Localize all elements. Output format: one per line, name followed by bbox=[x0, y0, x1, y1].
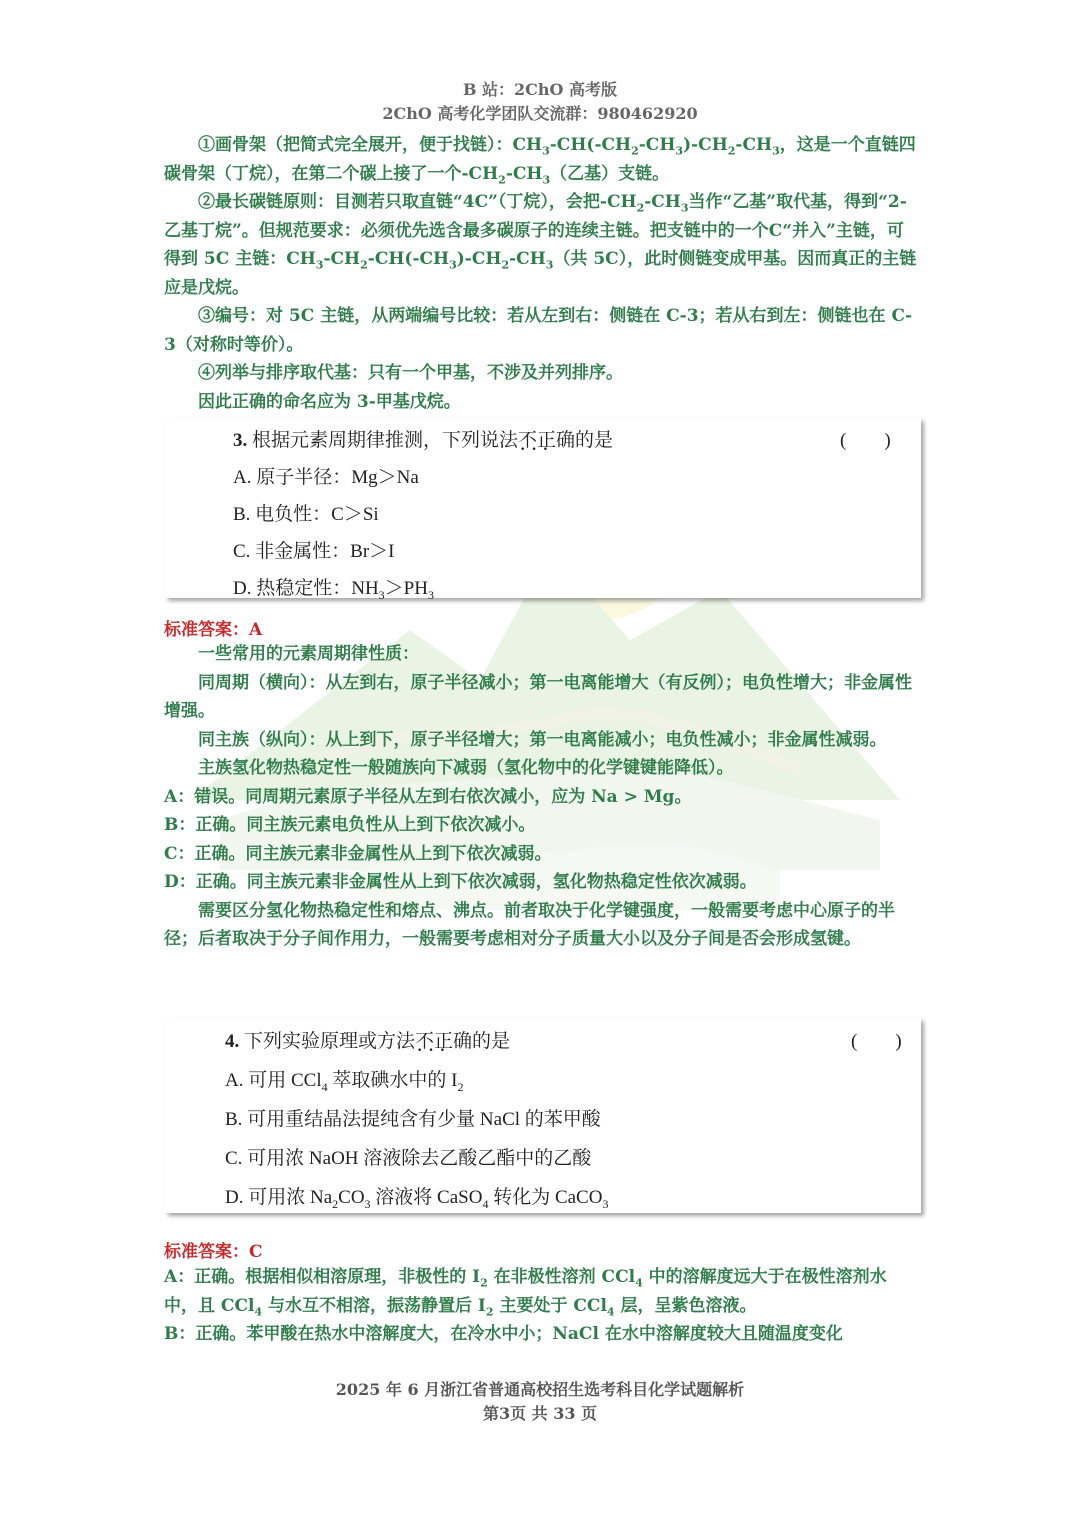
analysis-a: A：错误。同周期元素原子半径从左到右依次减小，应为 Na > Mg。 bbox=[164, 786, 692, 807]
analysis-a: A：正确。根据相似相溶原理，非极性的 $I_2$ 在非极性溶剂 CCl$_4$ 中的溶解度远大于在极性溶剂水中，且 CCl$_4$ 与水互不相溶，振荡静置后 $I_2$ 主要处于 CCl$_4$ 层，呈紫色溶液。 bbox=[164, 1267, 887, 1318]
answer-bracket: ( ) bbox=[851, 1031, 902, 1052]
option-a: A. 原子半径：Mg＞Na bbox=[233, 467, 419, 488]
option-b: B. 可用重结晶法提纯含有少量 NaCl 的苯甲酸 bbox=[225, 1109, 601, 1130]
explain-step-4: ④列举与排序取代基：只有一个甲基，不涉及并列排序。 bbox=[198, 363, 623, 383]
q4-standard-answer: 标准答案：C bbox=[164, 1242, 263, 1262]
header-bilibili: B 站：2ChO 高考版 bbox=[462, 80, 618, 99]
analysis-b: B：正确。苯甲酸在热水中溶解度大，在冷水中小；NaCl 在水中溶解度较大且随温度变化 bbox=[164, 1324, 843, 1344]
periodic-period: 同周期（横向）：从左到右，原子半径减小；第一电离能增大（有反例）；电负性增大；非金属性增强。 bbox=[164, 672, 912, 721]
answer-bracket: ( ) bbox=[840, 430, 891, 451]
explain-step-1: ①画骨架（把简式完全展开，便于找链）：$CH_3-CH(-CH_2-CH_3)-CH_2-CH_3$，这是一个直链四碳骨架（丁烷），在第二个碳上接了一个$-CH_2-CH_3$（乙基）支链。 bbox=[164, 135, 916, 186]
analysis-note: 需要区分氢化物热稳定性和熔点、沸点。前者取决于化学键强度，一般需要考虑中心原子的半径；后者取决于分子间作用力，一般需要考虑相对分子质量大小以及分子间是否会形成氢键。 bbox=[164, 900, 895, 949]
header-group: 2ChO 高考化学团队交流群：980462920 bbox=[382, 104, 698, 123]
question-3-stem: 3. 根据元素周期律推测，下列说法不正确 · · ·的是 bbox=[233, 425, 613, 452]
explain-step-3: ③编号：对 5C 主链，从两端编号比较：若从左到右：侧链在 C-3；若从右到左：侧链也在 C-3（对称时等价）。 bbox=[164, 306, 913, 355]
option-a: A. 可用 CCl$_4$ 萃取碘水中的 $I_2$ bbox=[225, 1070, 464, 1094]
page-footer bbox=[0, 1378, 1080, 1426]
footer-title: 2025 年 6 月浙江省普通高校招生选考科目化学试题解析 bbox=[335, 1380, 745, 1399]
q4-explanation bbox=[164, 1263, 920, 1349]
option-c: C. 可用浓 NaOH 溶液除去乙酸乙酯中的乙酸 bbox=[225, 1148, 592, 1169]
question-4-stem: 4. 下列实验原理或方法不正确 · · ·的是 bbox=[225, 1026, 510, 1053]
periodic-hydride: 主族氢化物热稳定性一般随族向下减弱（氢化物中的化学键键能降低）。 bbox=[198, 758, 734, 778]
analysis-d: D：正确。同主族元素非金属性从上到下依次减弱，氢化物热稳定性依次减弱。 bbox=[164, 872, 757, 892]
option-d: D. 热稳定性：$NH_3>PH_3$ bbox=[233, 578, 434, 602]
q3-standard-answer: 标准答案：A bbox=[164, 620, 263, 640]
option-b: B. 电负性：C＞Si bbox=[233, 504, 379, 525]
emphasis-dots: 不正确 · · · bbox=[415, 1026, 472, 1053]
emphasis-dots: 不正确 · · · bbox=[518, 425, 575, 452]
analysis-c: C：正确。同主族元素非金属性从上到下依次减弱。 bbox=[164, 843, 552, 864]
option-c: C. 非金属性：Br＞I bbox=[233, 541, 395, 562]
page-number: 第3页 共 33 页 bbox=[482, 1404, 598, 1423]
q2-explanation bbox=[164, 131, 920, 416]
question-3-box bbox=[165, 418, 921, 602]
explain-step-2: ②最长碳链原则：目测若只取直链“4C”（丁烷），会把$-CH_2-CH_3$当作“乙基”取代基，得到“2-乙基丁烷”。但规范要求：必须优先选含最多碳原子的连续主链。把支链中的一个C“并入”主链，可得到 5C 主链：$CH_3-CH_2-CH(-CH_3)-CH_2-CH_3$（共 5C），此时侧链变成甲基。因而真正的主链应是戊烷。 bbox=[164, 192, 917, 298]
page-header bbox=[0, 78, 1080, 126]
analysis-b: B：正确。同主族元素电负性从上到下依次减小。 bbox=[164, 815, 536, 835]
explain-conclusion: 因此正确的命名应为 3-甲基戊烷。 bbox=[198, 391, 461, 412]
periodic-intro: 一些常用的元素周期律性质： bbox=[198, 644, 419, 664]
option-d: D. 可用浓 $Na_2CO_3$ 溶液将 CaSO$_4$ 转化为 CaCO$_3$ bbox=[225, 1187, 609, 1211]
periodic-group: 同主族（纵向）：从上到下，原子半径增大；第一电离能减小；电负性减小；非金属性减弱。 bbox=[198, 729, 887, 750]
q3-explanation bbox=[164, 640, 920, 954]
question-4-box bbox=[165, 1018, 921, 1213]
